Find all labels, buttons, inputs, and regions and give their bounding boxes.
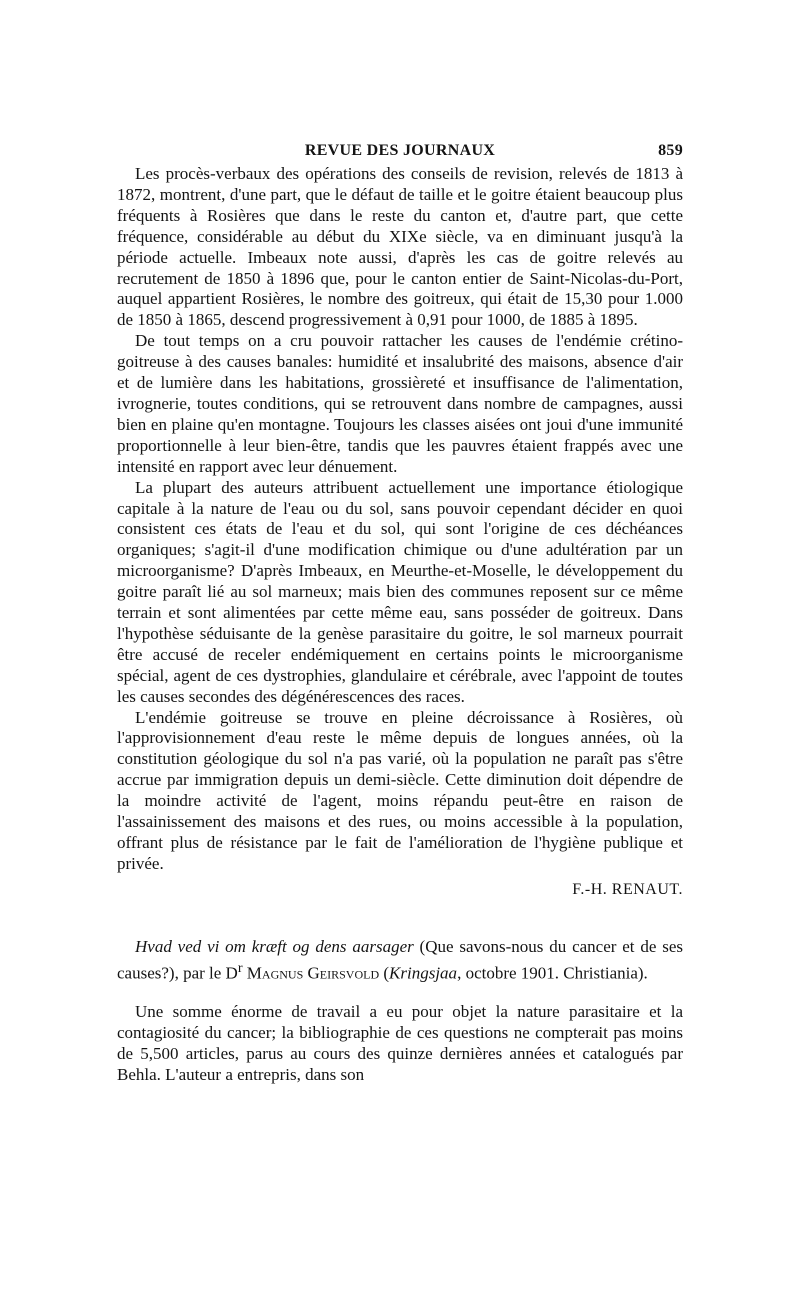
journal-open: ( [379,963,390,983]
author-signature: F.-H. RENAUT. [572,880,683,898]
paragraph-3: La plupart des auteurs attribuent actuellement une importance étiologique capitale à la nature de l'eau ou du sol, sans pouvoir cependant décider en quoi consistent ces états de l'eau et du sol, qui sont l'origine de ces déchéances organiques; s'agit-il d'une modification chimique ou d'une adultération par un microorganisme? D'après Imbeaux, en Meurthe-et-Moselle, le développement du goitre paraît lié au sol marneux; mais bien des communes reposent sur ce même terrain et sont alimentées par cette même eau, sans posséder de goitreux. Dans l'hypothèse séduisante de la genèse parasitaire du goitre, le sol marneux pourrait être accusé de receler endémiquement en certains points le microorganisme spécial, agent de ces dystrophies, glandulaire et cérébrale, avec l'appoint de toutes les causes secondes des dégénérescences des races. [117,477,683,706]
running-title: REVUE DES JOURNAUX [304,142,496,159]
closing-paragraph: Une somme énorme de travail a eu pour objet la nature parasitaire et la contagiosité du cancer; la bibliographie de ces questions ne compterait pas moins de 5,500 articles, parus au cours des quinze dernières années et catalogués par Behla. L'auteur a entrepris, dans son [117,1002,683,1084]
running-header [117,142,683,164]
article-translation: (Que savons-nous du cancer et de ses causes?), par le D [117,936,683,983]
page-number: 859 [658,142,683,159]
bibliographic-reference [117,937,683,984]
paragraph-2: De tout temps on a cru pouvoir rattacher les causes de l'endémie crétino-goitreuse à des causes banales: humidité et insalubrité des maisons, absence d'air et de lumière dans les habitations, grossièreté et insuffisance de l'alimentation, ivrognerie, toutes conditions, qui se retrouvent dans nombre de campagnes, aussi bien en plaine qu'en montagne. Toujours les classes aisées ont joui d'une immunité proportionnelle à leur bien-être, tandis que les pauvres étaient frappés avec une intensité en rapport avec leur dénuement. [117,331,683,476]
article-author: Magnus Geirsvold [246,963,380,983]
journal-name: Kringsjaa [389,963,458,983]
paragraph-1: Les procès-verbaux des opérations des conseils de revision, relevés de 1813 à 1872, montrent, d'une part, que le défaut de taille et le goitre étaient beaucoup plus fréquents à Rosières que dans le reste du canton et, d'autre part, que cette fréquence, considérable au début du XIXe siècle, va en diminuant jusqu'à la période actuelle. Imbeaux note aussi, d'après les cas de goitre relevés au recrutement de 1850 à 1896 que, pour le canton entier de Saint-Nicolas-du-Port, auquel appartient Rosières, le nombre des goitreux, qui était de 15,30 pour 1.000 de 1850 à 1865, descend progressivement à 0,91 pour 1000, de 1885 à 1895. [117,164,683,330]
article-title: Hvad ved vi om kræft og dens aarsager [135,936,414,956]
paragraph-4: L'endémie goitreuse se trouve en pleine décroissance à Rosières, où l'approvisionnement d'eau reste le même depuis de longues années, où la constitution géologique du sol n'a pas varié, où la population ne paraît pas s'être accrue par immigration depuis un demi-siècle. Cette diminution doit dépendre de la moindre activité de l'agent, moins répandu peut-être en raison de l'assainissement des maisons et des rues, ou moins accessible à la population, offrant plus de résistance par le fait de l'amélioration de l'hygiène publique et privée. [117,707,683,873]
journal-date: , octobre 1901. Christiania). [457,963,648,983]
doctor-abbrev: r [237,959,243,976]
journal-page [117,142,683,1086]
